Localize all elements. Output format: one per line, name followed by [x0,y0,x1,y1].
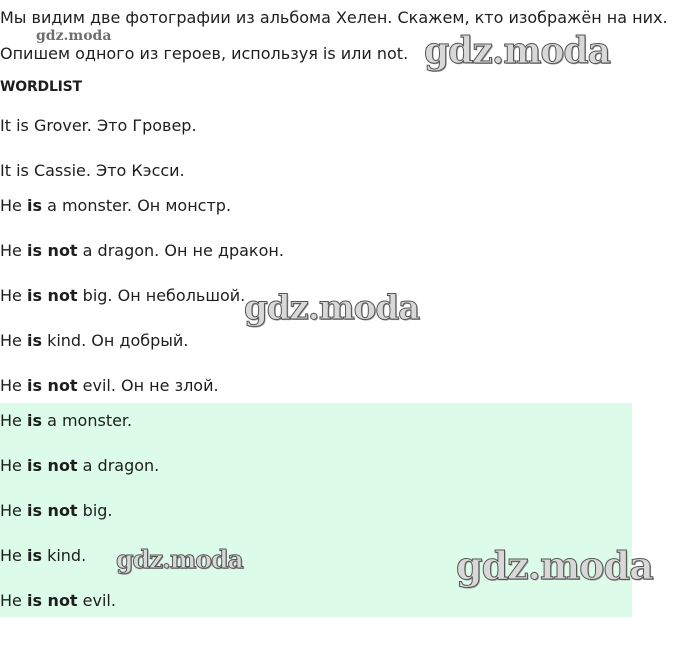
wordlist-item: He is not evil. Он не злой. [0,376,219,395]
answer-line: He is not big. [0,501,113,520]
watermark-logo: gdz.moda [116,545,243,574]
wordlist-item: He is a monster. Он монстр. [0,196,232,215]
intro-line-2: Опишем одного из героев, используя is или not. [0,44,409,63]
answer-line: He is not evil. [0,591,116,610]
watermark-logo: gdz.moda [424,30,610,72]
watermark-logo: gdz.moda [244,288,420,328]
wordlist-item: It is Grover. Это Гровер. [0,116,197,135]
answer-line: He is not a dragon. [0,456,160,475]
wordlist-item: He is not big. Он небольшой. [0,286,246,305]
intro-line-1: Мы видим две фотографии из альбома Хелен. Скажем, кто изображён на них. [0,8,668,27]
answer-line: He is a monster. [0,411,133,430]
wordlist-item: It is Cassie. Это Кэсси. [0,161,185,180]
watermark-logo: gdz.moda [456,543,653,588]
wordlist-heading: WORDLIST [0,79,82,95]
wordlist-item: He is kind. Он добрый. [0,331,189,350]
answer-line: He is kind. [0,546,87,565]
watermark-logo: gdz.moda [36,28,112,44]
wordlist-item: He is not a dragon. Он не дракон. [0,241,284,260]
